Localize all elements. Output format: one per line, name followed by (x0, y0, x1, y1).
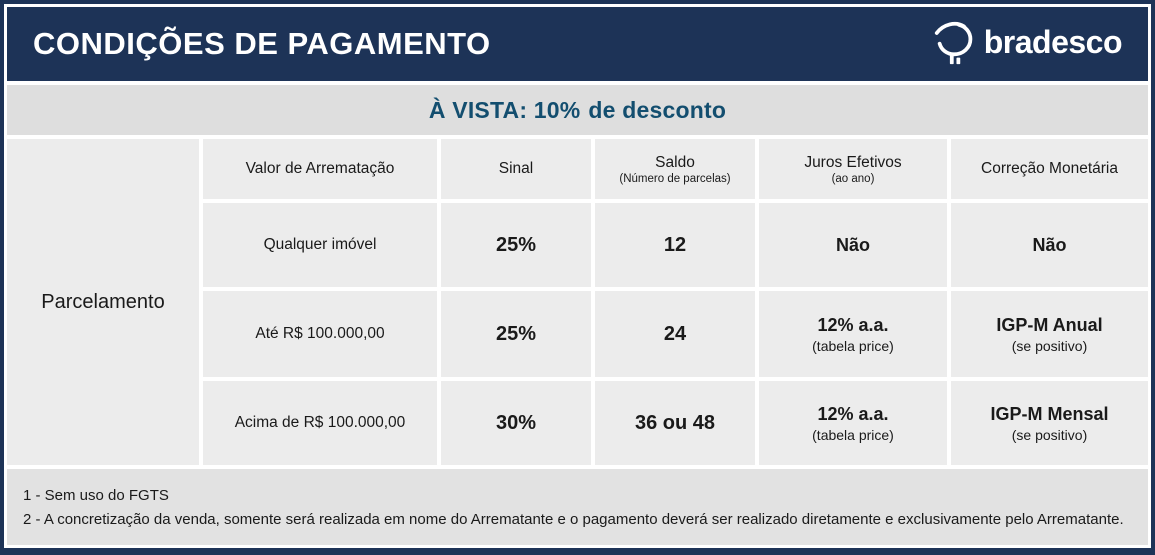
footnote-2: 2 - A concretização da venda, somente será realizada em nome do Arrematante e o pagamento deverá ser realizado diretamente e exclusivamente pelo Arrematante. (23, 510, 1124, 528)
table-row-3-valor: Acima de R$ 100.000,00 (203, 381, 437, 465)
table-row-1-valor: Qualquer imóvel (203, 203, 437, 287)
bradesco-logo (933, 19, 1122, 70)
table-row-2-valor: Até R$ 100.000,00 (203, 291, 437, 377)
table-row-3-saldo: 36 ou 48 (595, 381, 755, 465)
page-title: CONDIÇÕES DE PAGAMENTO (33, 26, 491, 61)
banner-strong-text: À VISTA: 10% (428, 96, 581, 123)
row-group-label: Parcelamento (7, 139, 199, 465)
payment-table (7, 139, 1148, 465)
column-header-saldo: Saldo (Número de parcelas) (595, 139, 755, 199)
table-row-2-saldo: 24 (595, 291, 755, 377)
banner-rest-text: de desconto (588, 96, 727, 123)
table-row-1-correcao: Não (951, 203, 1148, 287)
table-row-1-saldo: 12 (595, 203, 755, 287)
footnote-1: 1 - Sem uso do FGTS (23, 486, 169, 504)
table-row-2-sinal: 25% (441, 291, 591, 377)
table-row-2-correcao: IGP-M Anual (se positivo) (951, 291, 1148, 377)
column-header-valor: Valor de Arrematação (203, 139, 437, 199)
cash-discount-banner (7, 85, 1148, 135)
brand-wordmark: bradesco (983, 24, 1122, 60)
table-row-3-sinal: 30% (441, 381, 591, 465)
column-header-sinal: Sinal (441, 139, 591, 199)
footnotes (7, 469, 1148, 545)
table-row-1-sinal: 25% (441, 203, 591, 287)
bradesco-tree-icon (933, 19, 975, 70)
table-row-3-correcao: IGP-M Mensal (se positivo) (951, 381, 1148, 465)
header-bar (7, 7, 1148, 81)
table-row-3-juros: 12% a.a. (tabela price) (759, 381, 947, 465)
table-row-2-juros: 12% a.a. (tabela price) (759, 291, 947, 377)
table-row-1-juros: Não (759, 203, 947, 287)
column-header-juros: Juros Efetivos (ao ano) (759, 139, 947, 199)
column-header-correcao: Correção Monetária (951, 139, 1148, 199)
